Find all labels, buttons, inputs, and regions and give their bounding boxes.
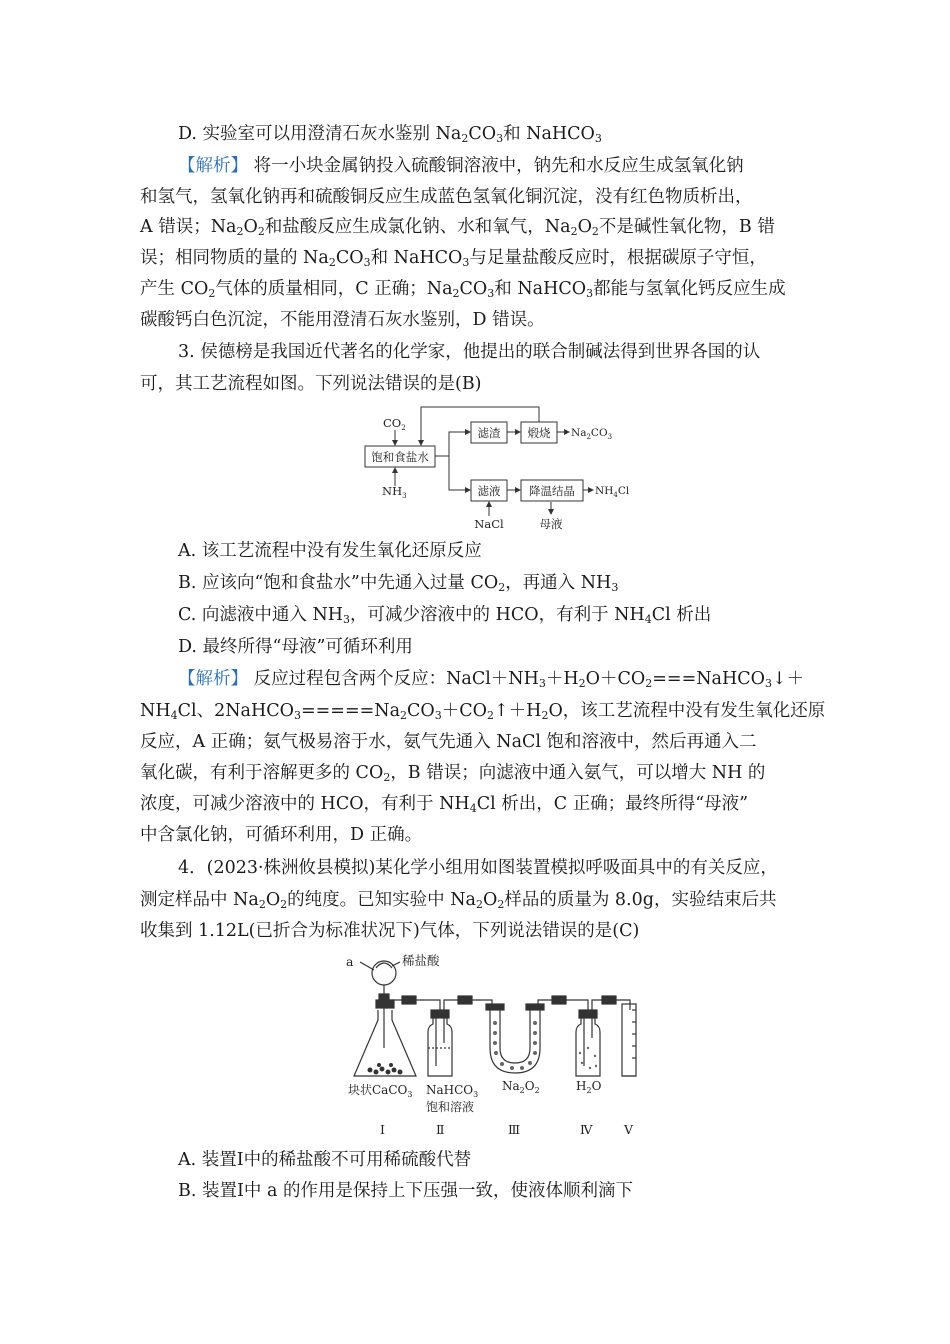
q3-option-c: C. 向滤液中通入 $NH_3$，可减少溶液中的 HCO，有利于 $NH_4Cl$ 析出 [178,605,712,626]
app-label-nahco3: NaHCO$_3$ [426,1083,479,1099]
q3-analysis-line-2: $NH_4Cl$、$2NaHCO_3=====Na_2CO_3+CO_2↑+H_2O$，该工艺流程中没有发生氧化还原 [140,701,826,722]
flow-calcine-box: 煅烧 [527,426,551,440]
q3-stem-line-2: 可，其工艺流程如图。下列说法错误的是(B) [140,374,482,394]
flow-cool-crystallize-box: 降温结晶 [529,484,575,498]
app-numeral-3: Ⅲ [508,1122,521,1137]
q2-analysis-line-1: 【解析】 将一小块金属钠投入硫酸铜溶液中，钠先和水反应生成氢氧化钠 [178,156,744,176]
q3-analysis-line-6: 中含氯化钠，可循环利用，D 正确。 [140,825,423,845]
app-label-na2o2: $Na_2O_2$ [502,1079,540,1095]
app-label-caco3: 块状CaCO$_3$ [348,1083,413,1099]
q2-analysis-line-4: 误；相同物质的量的 $Na_2CO_3$和 NaHCO$_3$与足量盐酸反应时，根据碳原子守恒， [140,248,767,269]
app-label-saturated: 饱和溶液 [426,1100,475,1114]
flow-co2-label: $CO_2$ [383,416,406,432]
q3-analysis-line-5: 浓度，可减少溶液中的 HCO，有利于 $NH_4Cl$ 析出，C 正确；最终所得“母液” [140,794,749,815]
flow-nh3-label: $NH_3$ [382,484,407,500]
app-numeral-5: Ⅴ [624,1122,634,1137]
analysis-tag: 【解析】 [178,156,248,176]
flow-nacl-label: NaCl [474,517,504,531]
app-numeral-4: Ⅳ [580,1122,593,1137]
flow-na2co3-label: $Na_2CO_3$ [571,427,613,441]
q3-option-a: A. 该工艺流程中没有发生氧化还原反应 [178,541,482,561]
q4-stem-line-1: 4．(2023·株洲攸县模拟)某化学小组用如图装置模拟呼吸面具中的有关反应， [178,858,778,878]
q4-stem-line-3: 收集到 1.12L(已折合为标准状况下)气体，下列说法错误的是(C) [140,921,640,941]
q2-analysis-line-6: 碳酸钙白色沉淀，不能用澄清石灰水鉴别，D 错误。 [140,310,545,330]
flow-residue-box: 滤渣 [477,426,501,440]
q4-stem-line-2: 测定样品中 $Na_2O_2$的纯度。已知实验中 $Na_2O_2$样品的质量为 8.0g，实验结束后共 [140,890,777,911]
q2-analysis-line-5: 产生 $CO_2$气体的质量相同，C 正确；$Na_2CO_3$和 NaHCO$_3$都能与氢氧化钙反应生成 [140,279,786,300]
q3-analysis-line-4: 氧化碳，有利于溶解更多的 $CO_2$，B 错误；向滤液中通入氨气，可以增大 NH 的 [140,763,766,784]
q2-option-d: D. 实验室可以用澄清石灰水鉴别 $Na_2CO_3$和 NaHCO$_3$ [178,124,602,145]
q3-stem-line-1: 3. 侯德榜是我国近代著名的化学家，他提出的联合制碱法得到世界各国的认 [178,342,761,362]
app-numeral-1: Ⅰ [380,1122,385,1137]
q3-analysis-line-1: 【解析】 反应过程包含两个反应：$NaCl+NH_3+H_2O+CO_2===NaHCO_3↓+$ [178,669,805,690]
flow-brine-box: 饱和食盐水 [371,450,429,464]
app-label-h2o: $H_2O$ [576,1079,602,1095]
q3-option-d: D. 最终所得“母液”可循环利用 [178,637,413,657]
analysis-tag: 【解析】 [178,669,248,689]
q3-process-flowchart [355,402,645,534]
q4-option-a: A. 装置Ⅰ中的稀盐酸不可用稀硫酸代替 [178,1150,472,1170]
q2-analysis-line-2: 和氢气，氢氧化钠再和硫酸铜反应生成蓝色氢氧化铜沉淀，没有红色物质析出， [140,187,753,207]
q3-option-b: B. 应该向“饱和食盐水”中先通入过量 $CO_2$，再通入 $NH_3$ [178,573,619,594]
app-label-acid: 稀盐酸 [402,953,440,968]
q3-analysis-line-3: 反应，A 正确；氨气极易溶于水，氨气先通入 NaCl 饱和溶液中，然后再通入二 [140,732,757,752]
q4-option-b: B. 装置Ⅰ中 a 的作用是保持上下压强一致，使液体顺利滴下 [178,1181,633,1201]
flow-nh4cl-label: $NH_4Cl$ [595,485,630,499]
q4-apparatus-diagram [340,948,650,1140]
flow-mother-liquor-label: 母液 [539,517,563,531]
app-numeral-2: Ⅱ [436,1122,445,1137]
q2-analysis-line-3: A 错误；$Na_2O_2$和盐酸反应生成氯化钠、水和氧气，$Na_2O_2$不是碱性氧化物，B 错 [140,217,775,238]
flow-filtrate-box: 滤液 [477,484,501,498]
app-label-a: a [346,954,354,969]
